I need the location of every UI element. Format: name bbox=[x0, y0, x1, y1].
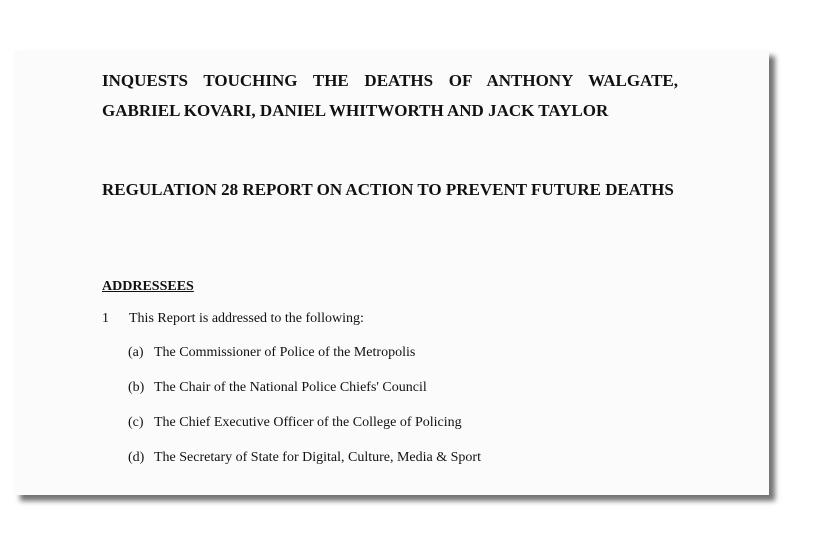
document-page bbox=[14, 50, 769, 495]
addressee-item bbox=[128, 414, 481, 449]
paragraph-1 bbox=[102, 311, 364, 327]
addressee-item bbox=[128, 379, 481, 414]
addressee-text: The Secretary of State for Digital, Culture, Media & Sport bbox=[154, 450, 481, 465]
list-marker: (b) bbox=[128, 380, 145, 395]
list-marker: (a) bbox=[128, 345, 144, 360]
addressee-item bbox=[128, 344, 481, 379]
addressee-item bbox=[128, 449, 481, 484]
addressee-text: The Chief Executive Officer of the College of Policing bbox=[154, 415, 462, 430]
list-marker: (d) bbox=[128, 450, 145, 465]
addressee-text: The Commissioner of Police of the Metropolis bbox=[154, 345, 416, 360]
section-heading-addressees: ADDRESSEES bbox=[102, 279, 194, 294]
document-title: INQUESTS TOUCHING THE DEATHS OF ANTHONY WALGATE, GABRIEL KOVARI, DANIEL WHITWORTH AND JACK TAYLOR bbox=[102, 71, 678, 120]
list-marker: (c) bbox=[128, 415, 144, 430]
paragraph-text: This Report is addressed to the following: bbox=[129, 311, 364, 326]
document-subtitle: REGULATION 28 REPORT ON ACTION TO PREVENT FUTURE DEATHS bbox=[102, 180, 674, 199]
paragraph-number: 1 bbox=[102, 311, 109, 326]
addressee-text: The Chair of the National Police Chiefs' Council bbox=[154, 380, 427, 395]
addressee-list bbox=[128, 344, 481, 484]
